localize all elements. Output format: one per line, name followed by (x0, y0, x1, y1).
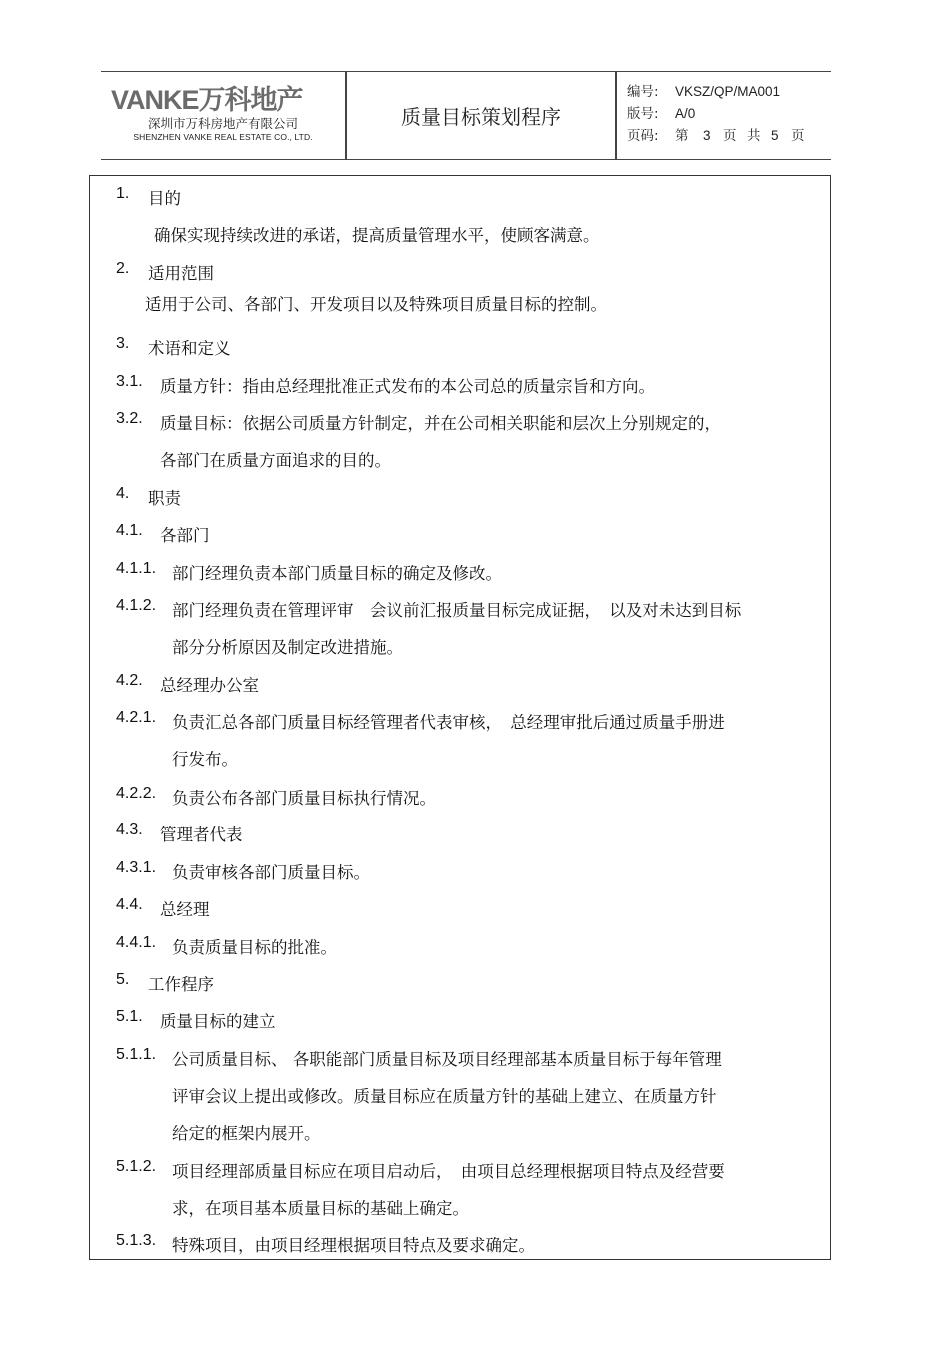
header-divider (615, 72, 617, 159)
subsection-number: 4.3. (116, 821, 143, 838)
subsection-title: 总经理 (160, 900, 210, 919)
clause-number: 4.2.1. (116, 709, 157, 726)
subsection-title: 各部门 (160, 526, 210, 545)
paragraph-text: 适用于公司、各部门、开发项目以及特殊项目质量目标的控制。 (145, 295, 607, 314)
doc-code-row (627, 81, 805, 103)
clause-number: 4.1.2. (116, 597, 157, 614)
clause-text: 各部门在质量方面追求的目的。 (160, 451, 391, 470)
section-number: 5. (116, 971, 130, 988)
clause-number: 4.1.1. (116, 560, 157, 577)
doc-version-row (627, 103, 805, 125)
page-di: 第 (675, 128, 689, 144)
section-number: 1. (116, 185, 130, 202)
clause-number: 5.1.2. (116, 1158, 157, 1175)
page-current: 3 (703, 128, 711, 143)
section-title: 目的 (148, 189, 181, 208)
clause-text: 行发布。 (172, 750, 238, 769)
doc-version-label: 版号: (627, 106, 659, 122)
subsection-title: 总经理办公室 (160, 676, 259, 695)
section-number: 4. (116, 485, 130, 502)
vanke-logo (109, 84, 337, 114)
section-title: 工作程序 (148, 975, 214, 994)
clause-text: 负责汇总各部门质量目标经管理者代表审核， 总经理审批后通过质量手册进 (172, 713, 725, 732)
clause-text: 评审会议上提出或修改。质量目标应在质量方针的基础上建立、在质量方针 (172, 1087, 717, 1106)
clause-text: 负责审核各部门质量目标。 (172, 863, 370, 882)
page-ye: 页 (723, 128, 737, 144)
clause-number: 4.3.1. (116, 859, 157, 876)
clause-number: 4.2.2. (116, 785, 157, 802)
vanke-logo-text: VANKE万科地产 (111, 85, 303, 114)
section-title: 术语和定义 (148, 339, 231, 358)
clause-text: 给定的框架内展开。 (172, 1124, 321, 1143)
clause-number: 5.1.3. (116, 1232, 157, 1249)
document-header (101, 71, 831, 160)
clause-text: 质量方针：指由总经理批准正式发布的本公司总的质量宗旨和方向。 (160, 377, 655, 396)
company-name-en: SHENZHEN VANKE REAL ESTATE CO., LTD. (133, 132, 313, 142)
logo-cell (101, 72, 345, 159)
clause-number: 3.1. (116, 373, 143, 390)
clause-text: 项目经理部质量目标应在项目启动后， 由项目总经理根据项目特点及经营要 (172, 1162, 725, 1181)
company-name-cn: 深圳市万科房地产有限公司 (147, 116, 298, 131)
paragraph-text: 确保实现持续改进的承诺，提高质量管理水平，使顾客满意。 (154, 226, 600, 245)
clause-text: 部门经理负责在管理评审 会议前汇报质量目标完成证据， 以及对未达到目标 (172, 601, 742, 620)
clause-text: 负责质量目标的批准。 (172, 938, 337, 957)
subsection-number: 5.1. (116, 1008, 143, 1025)
section-number: 2. (116, 260, 130, 277)
subsection-number: 4.4. (116, 896, 143, 913)
document-meta (627, 81, 805, 147)
clause-text: 负责公布各部门质量目标执行情况。 (172, 789, 436, 808)
subsection-number: 4.1. (116, 522, 143, 539)
subsection-title: 质量目标的建立 (160, 1012, 276, 1031)
page-gong: 共 (747, 128, 761, 144)
document-title: 质量目标策划程序 (401, 105, 561, 129)
subsection-number: 4.2. (116, 672, 143, 689)
clause-text: 质量目标：依据公司质量方针制定，并在公司相关职能和层次上分别规定的， (160, 414, 721, 433)
page-ye: 页 (791, 128, 805, 144)
clause-number: 5.1.1. (116, 1046, 157, 1063)
page-total: 5 (771, 128, 779, 143)
clause-text: 求，在项目基本质量目标的基础上确定。 (172, 1199, 469, 1218)
doc-code-value: VKSZ/QP/MA001 (675, 84, 781, 99)
clause-number: 4.4.1. (116, 934, 157, 951)
doc-page-label: 页码: (627, 128, 659, 144)
doc-code-label: 编号: (627, 84, 659, 100)
doc-version-value: A/0 (675, 106, 696, 121)
clause-text: 部分分析原因及制定改进措施。 (172, 638, 403, 657)
clause-number: 3.2. (116, 410, 143, 427)
clause-text: 特殊项目，由项目经理根据项目特点及要求确定。 (172, 1236, 535, 1255)
section-title: 职责 (148, 489, 181, 508)
subsection-title: 管理者代表 (160, 825, 243, 844)
section-number: 3. (116, 335, 130, 352)
section-title: 适用范围 (148, 264, 214, 283)
clause-text: 公司质量目标、 各职能部门质量目标及项目经理部基本质量目标于每年管理 (172, 1050, 722, 1069)
document-body (89, 175, 831, 1260)
doc-page-row (627, 125, 805, 147)
clause-text: 部门经理负责本部门质量目标的确定及修改。 (172, 564, 502, 583)
